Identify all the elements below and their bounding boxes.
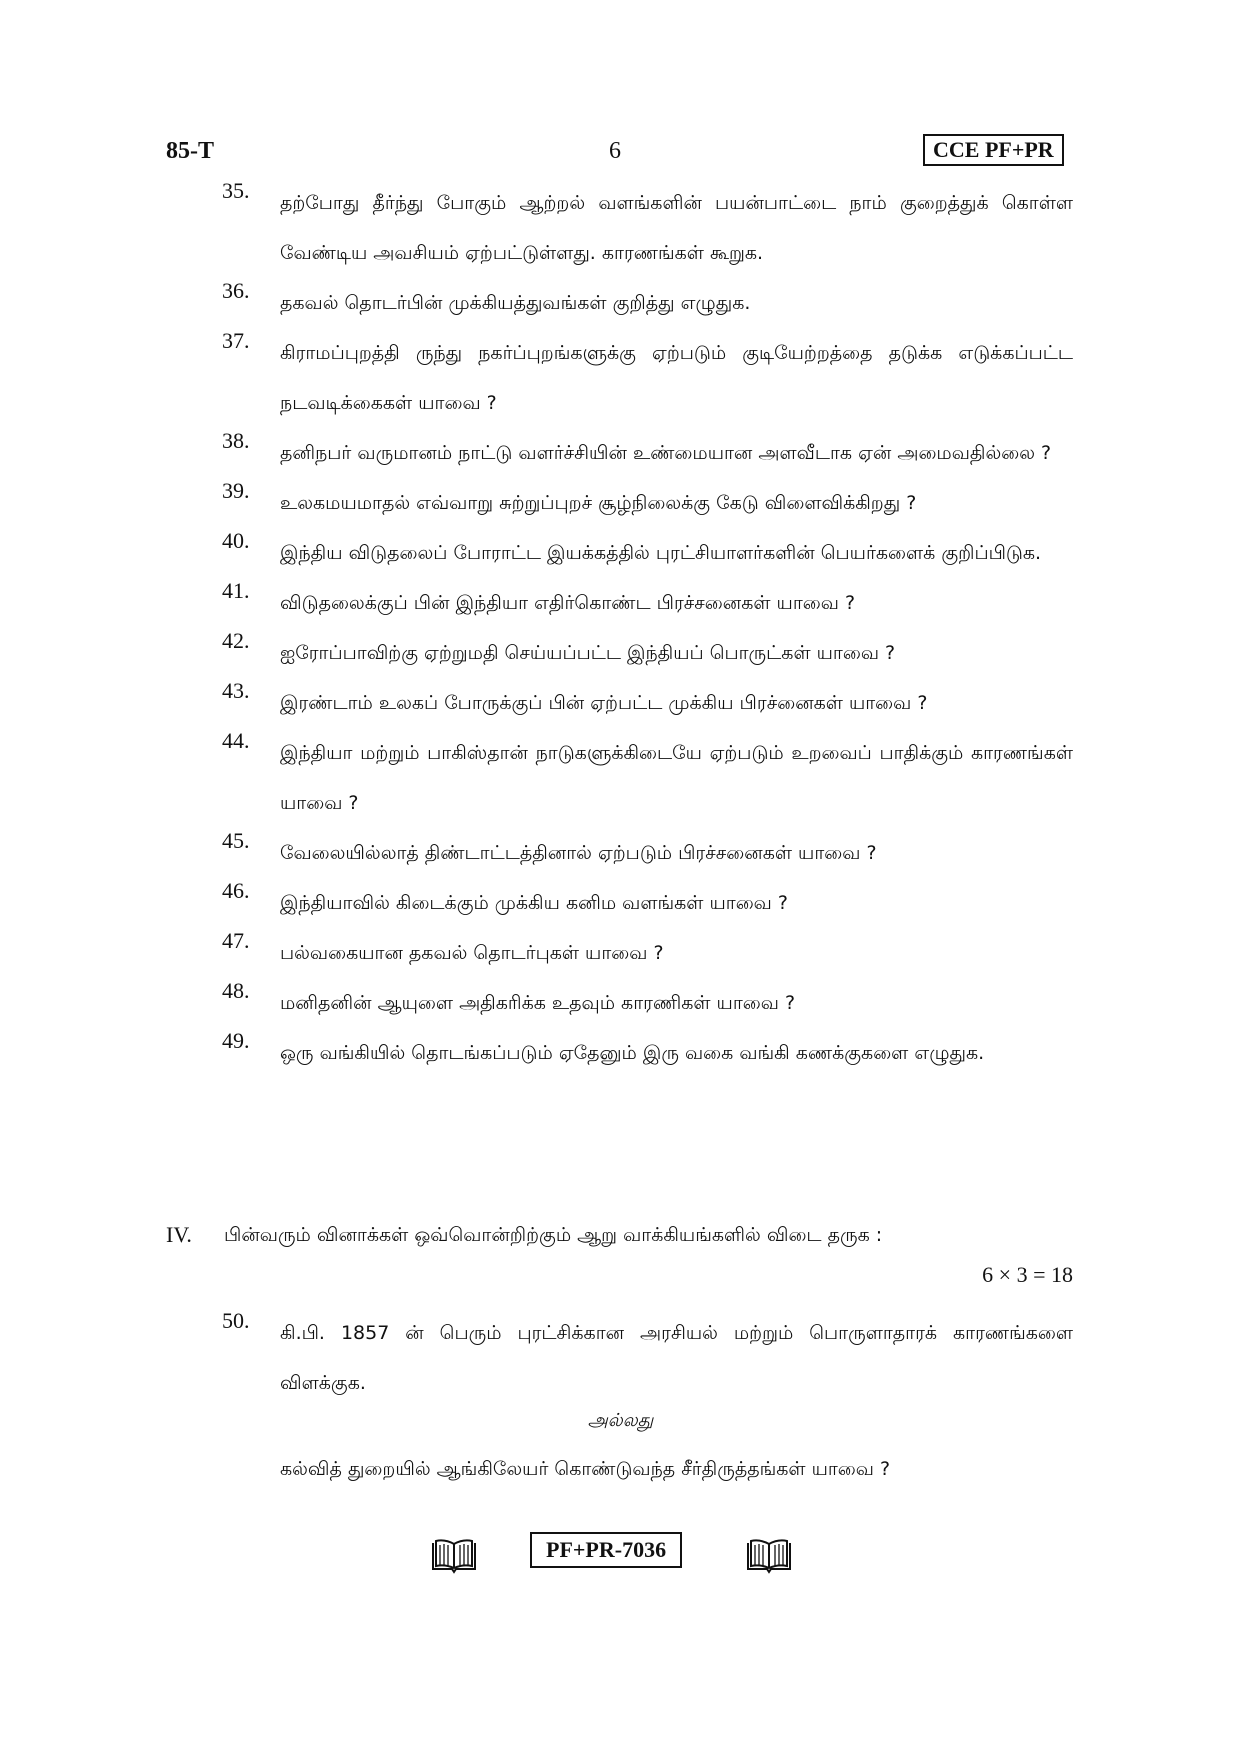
page-header — [0, 138, 1241, 178]
question-text: பல்வகையான தகவல் தொடர்புகள் யாவை ? — [280, 942, 664, 964]
question-item — [222, 828, 1073, 878]
question-item — [222, 278, 1073, 328]
question-item — [222, 1308, 1073, 1408]
question-50 — [0, 1308, 1241, 1408]
question-number: 44. — [222, 728, 250, 753]
question-number: 39. — [222, 478, 250, 503]
question-text: உலகமயமாதல் எவ்வாறு சுற்றுப்புறச் சூழ்நிலைக்கு கேடு விளைவிக்கிறது ? — [280, 492, 917, 514]
question-number: 48. — [222, 978, 250, 1003]
question-text: இரண்டாம் உலகப் போருக்குப் பின் ஏற்பட்ட முக்கிய பிரச்னைகள் யாவை ? — [280, 692, 928, 714]
question-text: தனிநபர் வருமானம் நாட்டு வளர்ச்சியின் உண்மையான அளவீடாக ஏன் அமைவதில்லை ? — [280, 442, 1052, 464]
question-number: 41. — [222, 578, 250, 603]
question-item — [222, 928, 1073, 978]
question-number: 37. — [222, 328, 250, 353]
question-number: 47. — [222, 928, 250, 953]
page-number: 6 — [609, 138, 621, 164]
section-instruction: பின்வரும் வினாக்கள் ஒவ்வொன்றிற்கும் ஆறு வாக்கியங்களில் விடை தருக : — [224, 1224, 883, 1246]
question-number: 49. — [222, 1028, 250, 1053]
question-item — [222, 528, 1073, 578]
question-item — [222, 678, 1073, 728]
section-heading — [166, 1213, 1073, 1257]
open-book-icon — [430, 1538, 478, 1578]
question-number: 36. — [222, 278, 250, 303]
question-number: 45. — [222, 828, 250, 853]
question-text: இந்திய விடுதலைப் போராட்ட இயக்கத்தில் புரட்சியாளர்களின் பெயர்களைக் குறிப்பிடுக. — [280, 542, 1042, 564]
question-item — [222, 978, 1073, 1028]
question-text: ஐரோப்பாவிற்கு ஏற்றுமதி செய்யப்பட்ட இந்தியப் பொருட்கள் யாவை ? — [280, 642, 896, 664]
question-item — [222, 728, 1073, 828]
question-item — [222, 1028, 1073, 1078]
question-text: கி.பி. 1857 ன் பெரும் புரட்சிக்கான அரசியல் மற்றும் பொருளாதாரக் காரணங்களை விளக்குக. — [280, 1322, 1073, 1394]
open-book-icon — [745, 1538, 793, 1578]
question-number: 38. — [222, 428, 250, 453]
question-text: வேலையில்லாத் திண்டாட்டத்தினால் ஏற்படும் பிரச்சனைகள் யாவை ? — [280, 842, 877, 864]
question-number: 35. — [222, 178, 250, 203]
question-number: 50. — [222, 1308, 250, 1333]
question-number: 43. — [222, 678, 250, 703]
section-number: IV. — [166, 1222, 192, 1247]
question-item — [222, 178, 1073, 278]
question-text: இந்தியாவில் கிடைக்கும் முக்கிய கனிம வளங்கள் யாவை ? — [280, 892, 788, 914]
marks-allocation: 6 × 3 = 18 — [982, 1262, 1073, 1287]
paper-code: 85-T — [166, 138, 214, 164]
question-text: மனிதனின் ஆயுளை அதிகரிக்க உதவும் காரணிகள் யாவை ? — [280, 992, 796, 1014]
question-item — [222, 878, 1073, 928]
question-number: 40. — [222, 528, 250, 553]
question-text: இந்தியா மற்றும் பாகிஸ்தான் நாடுகளுக்கிடையே ஏற்படும் உறவைப் பாதிக்கும் காரணங்கள் யாவை ? — [280, 742, 1073, 814]
page-footer — [0, 1532, 1241, 1580]
question-text: விடுதலைக்குப் பின் இந்தியா எதிர்கொண்ட பிரச்சனைகள் யாவை ? — [280, 592, 856, 614]
question-list — [0, 178, 1241, 1078]
question-item — [222, 478, 1073, 528]
or-separator: அல்லது — [587, 1410, 654, 1431]
exam-tag: CCE PF+PR — [923, 134, 1064, 166]
question-text: கிராமப்புறத்தி ருந்து நகர்ப்புறங்களுக்கு ஏற்படும் குடியேற்றத்தை தடுக்க எடுக்கப்பட்ட நடவடிக்கைகள் யாவை ? — [280, 342, 1073, 414]
question-text: ஒரு வங்கியில் தொடங்கப்படும் ஏதேனும் இரு வகை வங்கி கணக்குகளை எழுதுக. — [280, 1042, 985, 1064]
question-number: 42. — [222, 628, 250, 653]
question-item — [222, 328, 1073, 428]
question-text: தற்போது தீர்ந்து போகும் ஆற்றல் வளங்களின் பயன்பாட்டை நாம் குறைத்துக் கொள்ள வேண்டிய அவசியம் ஏற்பட்டுள்ளது. காரணங்கள் கூறுக. — [280, 192, 1073, 264]
question-item — [222, 428, 1073, 478]
question-text: தகவல் தொடர்பின் முக்கியத்துவங்கள் குறித்து எழுதுக. — [280, 292, 751, 314]
question-item — [222, 578, 1073, 628]
alternative-question: கல்வித் துறையில் ஆங்கிலேயர் கொண்டுவந்த சீர்திருத்தங்கள் யாவை ? — [280, 1458, 891, 1480]
question-number: 46. — [222, 878, 250, 903]
question-item — [222, 628, 1073, 678]
footer-code: PF+PR-7036 — [530, 1532, 682, 1568]
